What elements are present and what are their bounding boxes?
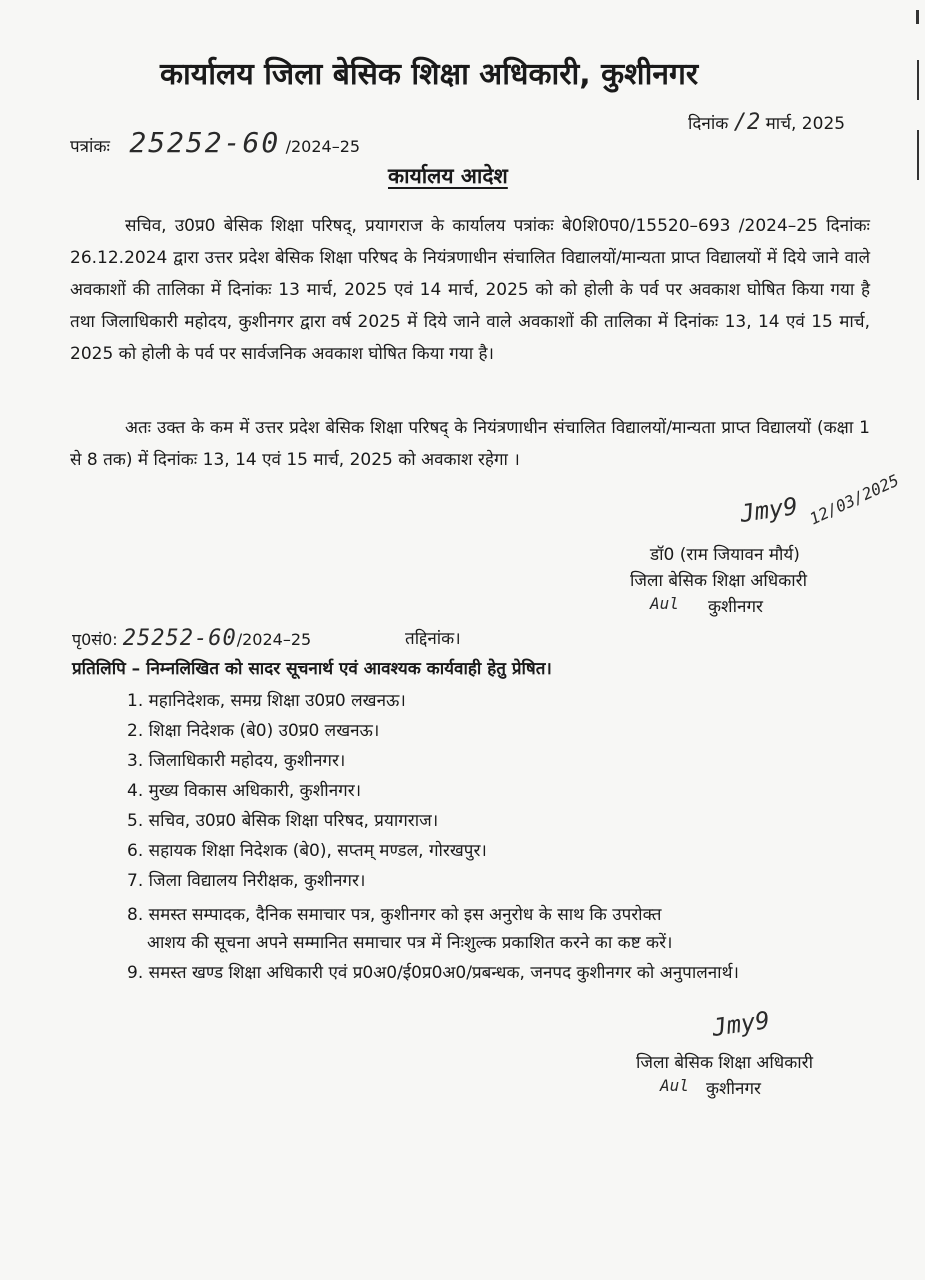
signatory-name: डॉ0 (राम जियावन मौर्य) [650, 545, 800, 565]
date-handwritten: /2 [733, 110, 761, 135]
endorsement-handwritten: 25252-60 [122, 626, 237, 651]
list-item: 8. समस्त सम्पादक, दैनिक समाचार पत्र, कुशीनगर को इस अनुरोध के साथ कि उपरोक्त [127, 905, 662, 925]
list-item: 7. जिला विद्यालय निरीक्षक, कुशीनगर। [127, 871, 366, 891]
copy-line: प्रतिलिपि – निम्नलिखित को सादर सूचनार्थ एवं आवश्यक कार्यवाही हेतु प्रेषित। [72, 659, 552, 679]
endorsement-suffix: /2024–25 [236, 630, 312, 649]
list-item: 4. मुख्य विकास अधिकारी, कुशीनगर। [127, 781, 362, 801]
letter-number-handwritten: 25252-60 [129, 126, 281, 159]
list-item: 2. शिक्षा निदेशक (बे0) उ0प्र0 लखनऊ। [127, 721, 380, 741]
letter-number-suffix: /2024–25 [285, 137, 361, 156]
scan-edge-mark [916, 10, 919, 24]
signatory-2-place: कुशीनगर [706, 1079, 761, 1099]
signature-2: Jmy9 [710, 1006, 772, 1042]
list-item: 3. जिलाधिकारी महोदय, कुशीनगर। [127, 751, 346, 771]
endorsement-label: पृ0सं0: [72, 630, 118, 649]
scan-edge-mark [917, 130, 919, 180]
letter-number-label: पत्रांकः [70, 137, 110, 157]
list-item: 1. महानिदेशक, समग्र शिक्षा उ0प्र0 लखनऊ। [127, 691, 406, 711]
letter-number [70, 126, 360, 159]
body-paragraph-1: सचिव, उ0प्र0 बेसिक शिक्षा परिषद्, प्रयागराज के कार्यालय पत्रांकः बे0शि0प0/15520–693 /2024–25 दिनांकः 26.12.2024 द्वारा उत्तर प्रदेश बेसिक शिक्षा परिषद के नियंत्रणाधीन संचालित विद्यालयों/मान्यता प्राप्त विद्यालयों में दिये जाने वाले अवकाशों की तालिका में दिनांकः 13 मार्च, 2025 एवं 14 मार्च, 2025 को को होली के पर्व पर अवकाश घोषित किया गया है तथा जिलाधिकारी महोदय, कुशीनगर द्वारा वर्ष 2025 में दिये जाने वाले अवकाशों की तालिका में दिनांकः 13, 14 एवं 15 मार्च, 2025 को होली के पर्व पर सार्वजनिक अवकाश घोषित किया गया है। [70, 216, 870, 364]
signatory-designation: जिला बेसिक शिक्षा अधिकारी [630, 571, 808, 591]
endorsement-date: तद्दिनांक। [405, 629, 461, 649]
signatory-2-designation: जिला बेसिक शिक्षा अधिकारी [636, 1053, 814, 1073]
date-label: दिनांक [688, 114, 729, 134]
signatory-place: कुशीनगर [708, 597, 763, 617]
signature-2-initial: Aul [660, 1076, 689, 1095]
letter-date [688, 110, 845, 135]
list-item: 6. सहायक शिक्षा निदेशक (बे0), सप्तम् मण्डल, गोरखपुर। [127, 841, 487, 861]
list-item: 5. सचिव, उ0प्र0 बेसिक शिक्षा परिषद, प्रयागराज। [127, 811, 439, 831]
body-paragraph-2: अतः उक्त के कम में उत्तर प्रदेश बेसिक शिक्षा परिषद् के नियंत्रणाधीन संचालित विद्यालयों/मान्यता प्राप्त विद्यालयों (कक्षा 1 से 8 तक) में दिनांकः 13, 14 एवं 15 मार्च, 2025 को अवकाश रहेगा । [70, 418, 870, 470]
list-item: 9. समस्त खण्ड शिक्षा अधिकारी एवं प्र0अ0/ई0प्र0अ0/प्रबन्धक, जनपद कुशीनगर को अनुपालनार्थ। [127, 963, 739, 983]
order-title: कार्यालय आदेश [388, 164, 508, 188]
scan-edge-mark [917, 60, 919, 100]
list-item-continuation: आशय की सूचना अपने सम्मानित समाचार पत्र में निःशुल्क प्रकाशित करने का कष्ट करें। [147, 933, 673, 953]
endorsement-number [72, 626, 311, 651]
date-suffix: मार्च, 2025 [765, 114, 846, 134]
signature-1: Jmy9 [738, 492, 800, 528]
signature-1-date: 12/03/2025 [806, 470, 902, 529]
signature-1-initial: Aul [650, 594, 679, 613]
office-title: कार्यालय जिला बेसिक शिक्षा अधिकारी, कुशीनगर [160, 57, 699, 92]
